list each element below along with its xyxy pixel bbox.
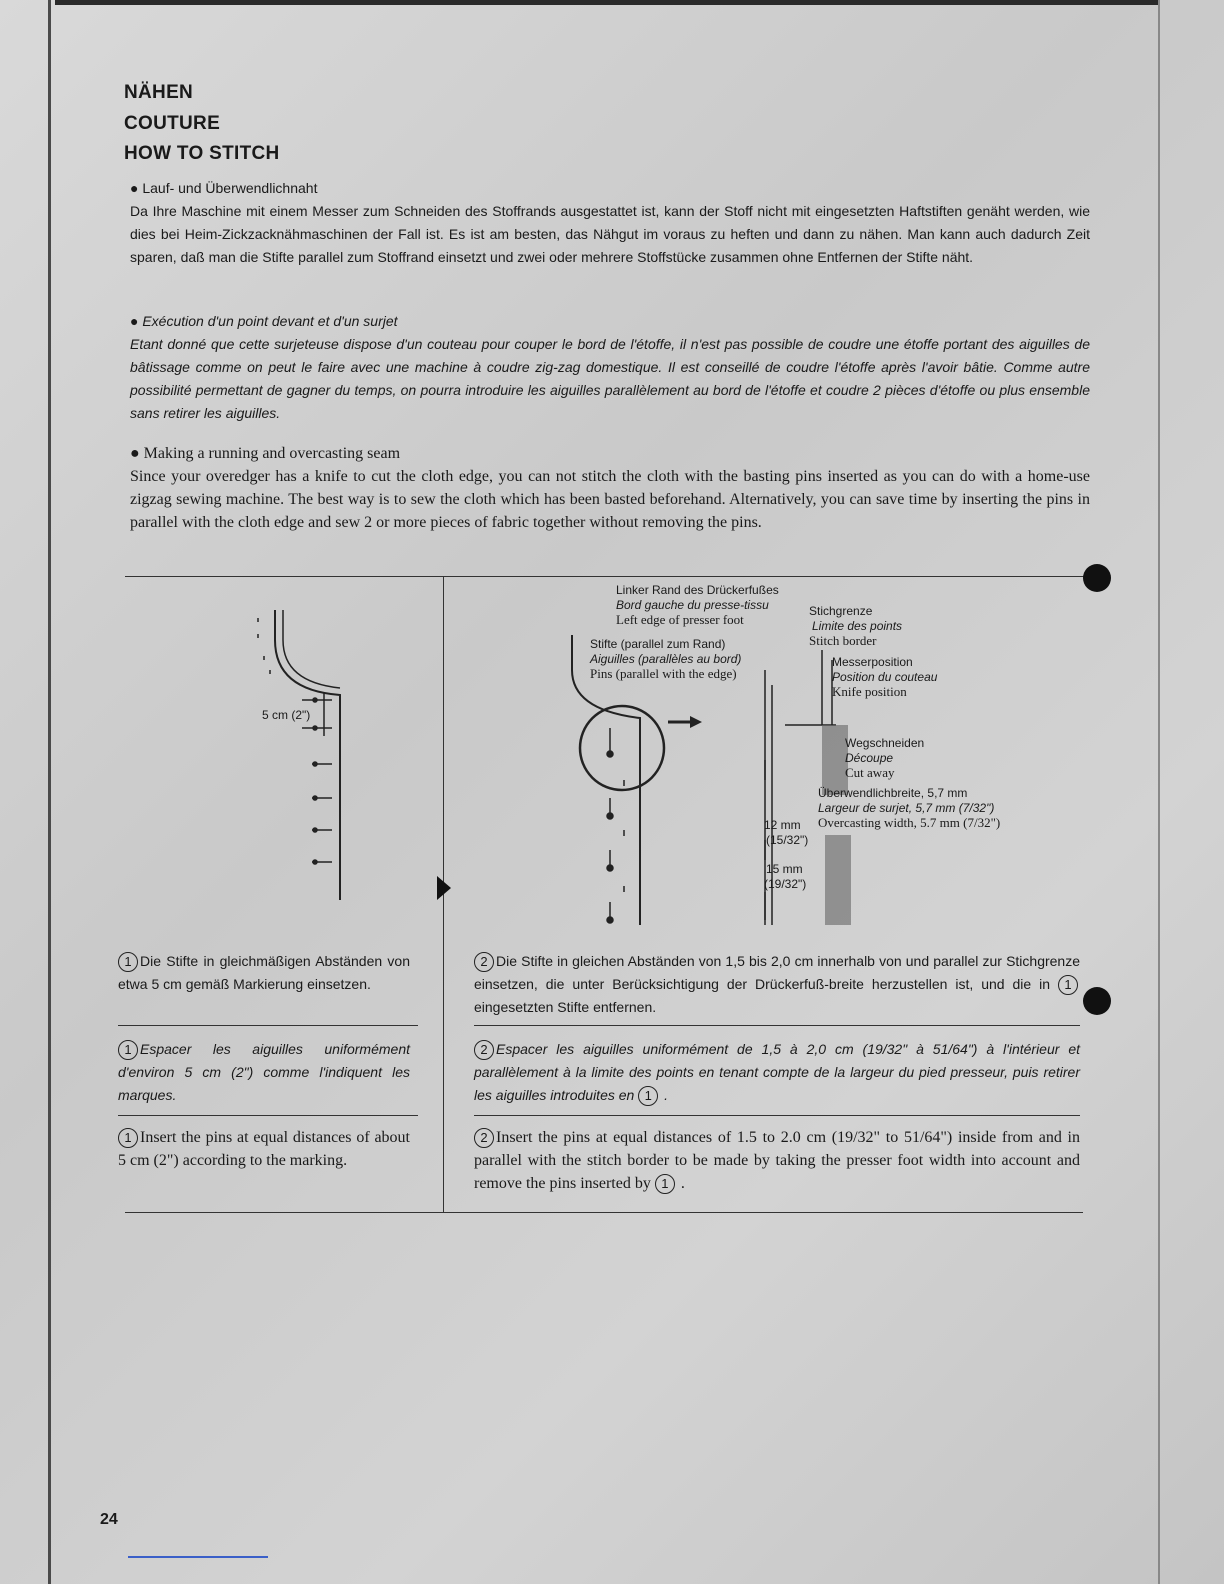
step-2-rule (474, 1115, 1080, 1116)
step-1-en (118, 1126, 410, 1172)
label-dim-12mm: 12 mm (764, 818, 801, 832)
label-pins-en: Pins (parallel with the edge) (590, 666, 737, 681)
step-2-de (474, 950, 1080, 1019)
title-fr: COUTURE (124, 113, 221, 134)
step-reference-badge: 1 (638, 1086, 658, 1106)
section-de-body: Da Ihre Maschine mit einem Messer zum Schneiden des Stoffrands ausgestattet ist, kann der Stoff nicht mit eingesetzten Haftstiften genäht werden, wie dies bei Heim-Zickzacknähmaschinen der Fall ist. Es ist am besten, das Nähgut im voraus zu heften und dann zu nähen. Man kann auch dadurch Zeit sparen, daß man die Stifte parallel zum Stoffrand einsetzt und zwei oder mehrere Stoffstücke zusammen ohne Entfernen der Stifte näht. (130, 203, 1090, 265)
label-stitch-border-de: Stichgrenze (809, 604, 873, 618)
binding-hole-mark (1083, 564, 1111, 592)
step-reference-badge: 1 (655, 1174, 675, 1194)
figure-top-rule (125, 576, 1095, 577)
section-de (130, 177, 1090, 269)
page-top-edge (55, 0, 1160, 5)
step-1-rule (118, 1115, 418, 1116)
step-2-de-text-a: Die Stifte in gleichen Abständen von 1,5 bis 2,0 cm innerhalb von und parallel zur Stichgrenze einsetzen, die unter Berücksichtigung der Drückerfuß-breite herzustellen ist, und die in (474, 953, 1080, 992)
label-overcast-de: Überwendlichbreite, 5,7 mm (818, 786, 968, 800)
label-dim-12mm-inch: (15/32") (766, 833, 809, 847)
label-knife-en: Knife position (832, 684, 907, 699)
label-dim-15mm-inch: (19/32") (764, 877, 807, 891)
section-de-heading: ● Lauf- und Überwendlichnaht (130, 180, 318, 196)
label-cut-away-en: Cut away (845, 765, 895, 780)
label-stitch-border-en: Stitch border (809, 633, 877, 648)
step-number-badge: 2 (474, 1040, 494, 1060)
label-knife-de: Messerposition (832, 655, 913, 669)
step-2-fr-text-a: Espacer les aiguilles uniformément de 1,5 à 2,0 cm (19/32" à 51/64") à l'intérieur et parallèlement à la limite des points en tenant compte de la largeur du pied presseur, puis retirer les aiguilles introduites en (474, 1041, 1080, 1103)
section-fr-body: Etant donné que cette surjeteuse dispose d'un couteau pour couper le bord de l'étoffe, il n'est pas possible de coudre une étoffe portant des aiguilles de bâtissage comme on peut le faire avec une machine à coudre zig-zag domestique. Il est conseillé de coudre l'étoffe après l'avoir bâtie. Comme autre possibilité permettant de gagner du temps, on pourra introduire les aiguilles parallèlement au bord de l'étoffe et coudre 2 pièces d'étoffe ou plus ensemble sans retirer les aiguilles. (130, 336, 1090, 421)
step-2-en-text-b: . (676, 1175, 685, 1192)
label-pins-de: Stifte (parallel zum Rand) (590, 637, 726, 651)
label-left-edge-de: Linker Rand des Drückerfußes (616, 583, 779, 597)
step-1-en-text: Insert the pins at equal distances of about 5 cm (2") according to the marking. (118, 1129, 410, 1169)
step-2-en (474, 1126, 1080, 1195)
section-en-body: Since your overedger has a knife to cut the cloth edge, you can not stitch the cloth with the basting pins inserted as you can do with a home-use zigzag sewing machine. The best way is to sew the cloth which has been basted beforehand. Alternatively, you can save time by inserting the pins in parallel with the cloth edge and sew 2 or more pieces of fabric together without removing the pins. (130, 468, 1090, 531)
step-2-de-text-b: eingesetzten Stifte entfernen. (474, 999, 657, 1015)
label-stitch-border-fr: Limite des points (812, 619, 903, 633)
step-1-de (118, 950, 410, 996)
step-2-rule (474, 1025, 1080, 1026)
label-pins-fr: Aiguilles (parallèles au bord) (590, 652, 742, 666)
step-number-badge: 1 (118, 1128, 138, 1148)
label-left-edge-fr: Bord gauche du presse-tissu (616, 598, 769, 612)
step-1-de-text: Die Stifte in gleichmäßigen Abständen von etwa 5 cm gemäß Markierung einsetzen. (118, 953, 410, 992)
figure-1-dimension-label: 5 cm (2") (262, 708, 311, 722)
step-number-badge: 2 (474, 1128, 494, 1148)
step-1-fr-text: Espacer les aiguilles uniformément d'environ 5 cm (2") comme l'indiquent les marques. (118, 1041, 410, 1103)
section-fr-heading: ● Exécution d'un point devant et d'un surjet (130, 313, 398, 329)
label-overcast-en: Overcasting width, 5.7 mm (7/32") (818, 815, 1001, 830)
label-cut-away-fr: Découpe (845, 751, 894, 765)
step-2-en-text-a: Insert the pins at equal distances of 1.5 to 2.0 cm (19/32" to 51/64") inside from and in parallel with the stitch border to be made by taking the presser foot width into account and remove the pins inserted by (474, 1129, 1080, 1192)
label-left-edge-en: Left edge of presser foot (616, 612, 744, 627)
binding-hole-mark (1083, 987, 1111, 1015)
step-2-fr (474, 1038, 1080, 1107)
page-left-edge (48, 0, 51, 1584)
label-overcast-fr: Largeur de surjet, 5,7 mm (7/32") (818, 801, 995, 815)
scan-artifact-bar (128, 1556, 268, 1558)
step-reference-badge: 1 (1058, 975, 1078, 995)
step-1-fr (118, 1038, 410, 1107)
step-2-fr-text-b: . (660, 1087, 668, 1103)
step-number-badge: 2 (474, 952, 494, 972)
section-en (130, 442, 1090, 534)
page-number: 24 (100, 1511, 118, 1528)
label-dim-15mm: 15 mm (766, 862, 803, 876)
figure-1-pin-marking (240, 600, 380, 910)
step-number-badge: 1 (118, 1040, 138, 1060)
title-en: HOW TO STITCH (124, 143, 280, 164)
page-right-edge (1158, 0, 1160, 1584)
label-cut-away-de: Wegschneiden (845, 736, 925, 750)
step-number-badge: 1 (118, 952, 138, 972)
label-knife-fr: Position du couteau (832, 670, 938, 684)
figure-bottom-rule (125, 1212, 1083, 1213)
divider-arrow (437, 876, 451, 900)
step-1-rule (118, 1025, 418, 1026)
title-de: NÄHEN (124, 82, 194, 103)
section-fr (130, 310, 1090, 425)
section-en-heading: ● Making a running and overcasting seam (130, 445, 401, 462)
